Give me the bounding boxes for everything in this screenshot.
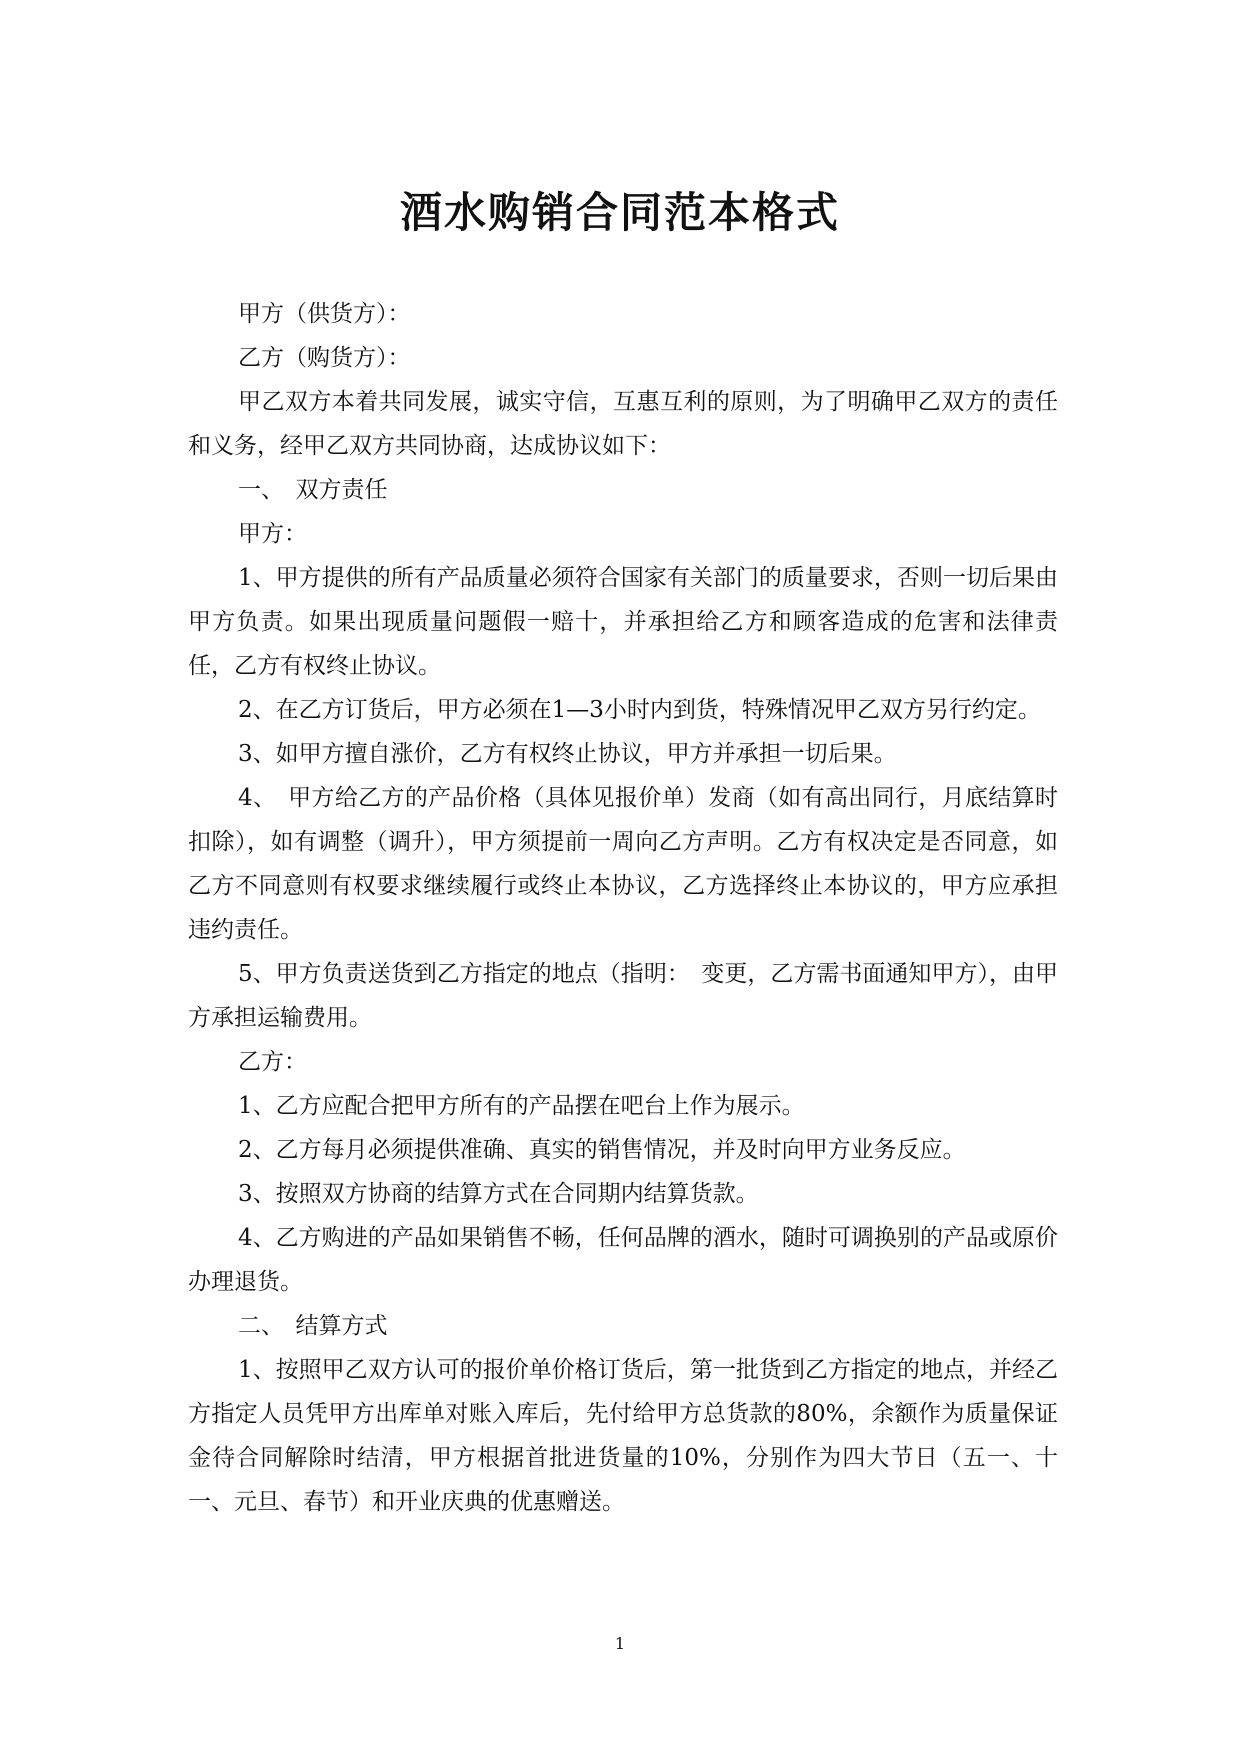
document-title: 酒水购销合同范本格式	[399, 188, 840, 237]
party-b-clause-2: 2、乙方每月必须提供准确、真实的销售情况，并及时向甲方业务反应。	[238, 1137, 966, 1163]
party-b-line: 乙方（购货方）：	[238, 345, 411, 371]
party-a-subheading: 甲方：	[238, 521, 307, 547]
party-b-clause-3: 3、按照双方协商的结算方式在合同期内结算货款。	[238, 1181, 759, 1207]
party-a-line: 甲方（供货方）：	[238, 301, 411, 327]
preamble-paragraph: 甲乙双方本着共同发展，诚实守信，互惠互利的原则，为了明确甲乙双方的责任和义务，经甲乙双方共同协商，达成协议如下：	[188, 389, 1058, 459]
page-number: 1	[614, 1634, 626, 1653]
party-a-clause-2: 2、在乙方订货后，甲方必须在1—3小时内到货，特殊情况甲乙双方另行约定。	[238, 697, 1041, 723]
party-a-clause-1: 1、甲方提供的所有产品质量必须符合国家有关部门的质量要求，否则一切后果由甲方负责。如果出现质量问题假一赔十，并承担给乙方和顾客造成的危害和法律责任，乙方有权终止协议。	[188, 565, 1058, 679]
party-a-clause-3: 3、如甲方擅自涨价，乙方有权终止协议，甲方并承担一切后果。	[238, 741, 897, 767]
party-a-clause-5: 5、甲方负责送货到乙方指定的地点（指明： 变更，乙方需书面通知甲方），由甲方承担运输费用。	[188, 961, 1058, 1031]
party-b-clause-4: 4、乙方购进的产品如果销售不畅，任何品牌的酒水，随时可调换别的产品或原价办理退货。	[188, 1225, 1058, 1295]
party-b-subheading: 乙方：	[238, 1049, 307, 1075]
settlement-clause-1: 1、按照甲乙双方认可的报价单价格订货后，第一批货到乙方指定的地点，并经乙方指定人员凭甲方出库单对账入库后，先付给甲方总货款的80%，余额作为质量保证金待合同解除时结清，甲方根据首批进货量的10%，分别作为四大节日（五一、十一、元旦、春节）和开业庆典的优惠赠送。	[188, 1357, 1058, 1515]
party-a-clause-4: 4、 甲方给乙方的产品价格（具体见报价单）发商（如有高出同行，月底结算时扣除），如有调整（调升），甲方须提前一周向乙方声明。乙方有权决定是否同意，如乙方不同意则有权要求继续履行或终止本协议，乙方选择终止本协议的，甲方应承担违约责任。	[188, 785, 1058, 943]
party-b-clause-1: 1、乙方应配合把甲方所有的产品摆在吧台上作为展示。	[238, 1093, 805, 1119]
document-body	[188, 292, 1058, 1524]
section-heading-settlement: 二、 结算方式	[238, 1313, 388, 1339]
section-heading-responsibilities: 一、 双方责任	[238, 477, 388, 503]
